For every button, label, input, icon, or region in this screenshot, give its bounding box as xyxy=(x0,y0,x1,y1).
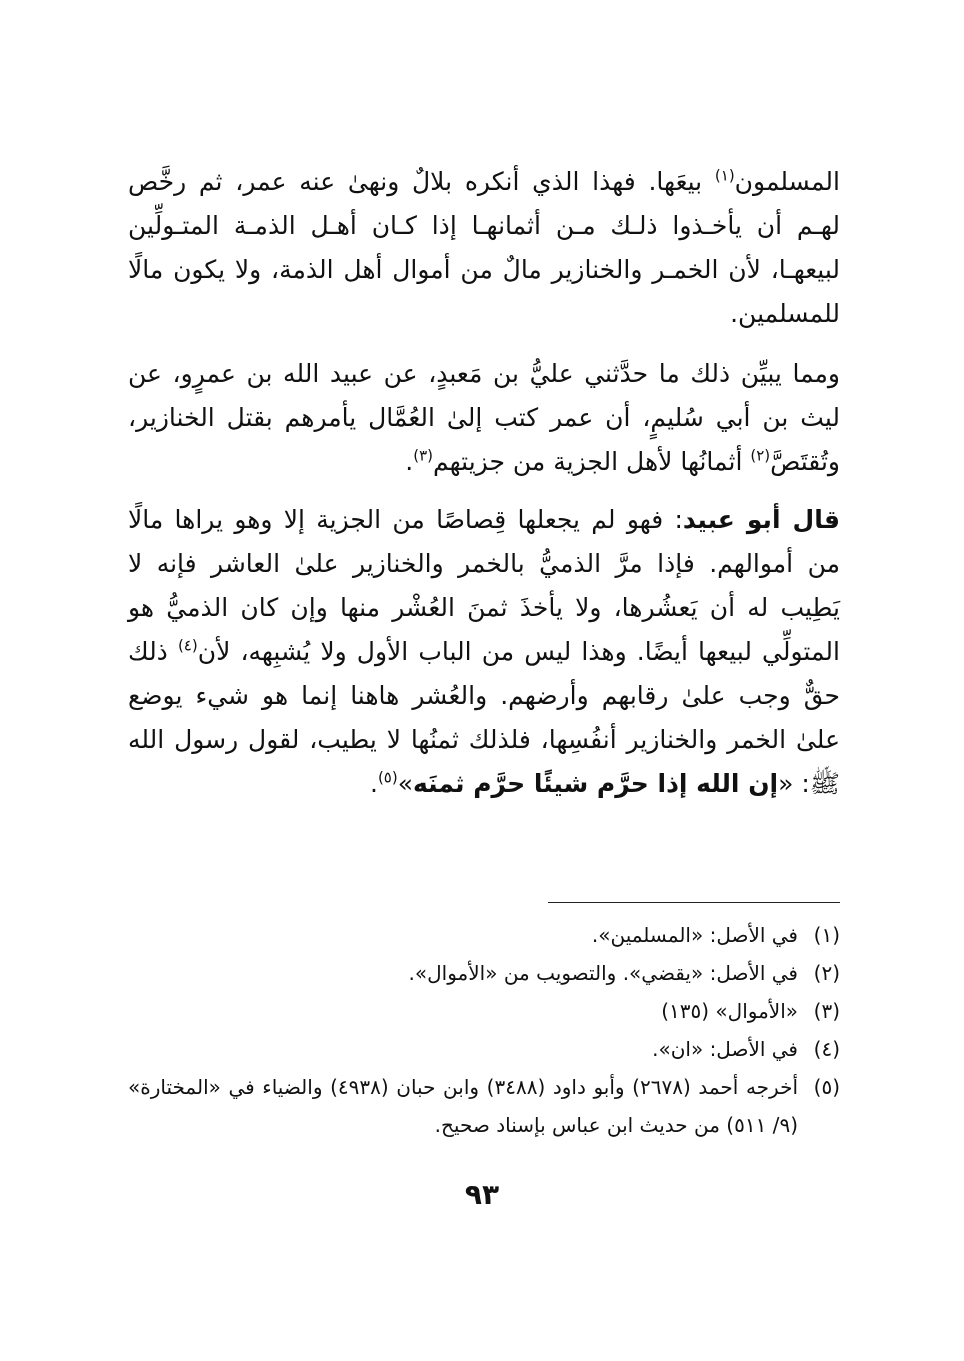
text-run: أثمانُها لأهل الجزية من جزيتهم xyxy=(432,447,751,476)
footnote-ref-2: (٢) xyxy=(750,446,771,465)
text-run: . xyxy=(405,447,414,476)
paragraph-1 xyxy=(128,160,840,336)
footnote-text: في الأصل: «المسلمين». xyxy=(591,923,798,947)
footnote-5 xyxy=(128,1068,840,1144)
footnote-separator xyxy=(548,902,840,903)
footnote-ref-4: (٤) xyxy=(177,636,198,655)
text-run: ذلك حقٌّ وجب علىٰ رقابهم وأرضهم. والعُشر هاهنا إنما هو شيء يوضع علىٰ الخمر والخنازير أنفُسِها، فلذلك ثمنُها لا يطيب، لقول رسول الله ﷺ: « xyxy=(128,637,840,798)
footnote-4 xyxy=(128,1030,840,1068)
text-run: » xyxy=(397,769,414,798)
footnote-text: «الأموال» (١٣٥) xyxy=(661,999,798,1023)
speaker-lead: قال أبو عبيد xyxy=(682,505,840,534)
paragraph-3 xyxy=(128,498,840,806)
footnote-1 xyxy=(128,916,840,954)
footnote-number: (٤) xyxy=(813,1037,840,1061)
footnote-2 xyxy=(128,954,840,992)
footnote-text: في الأصل: «ان». xyxy=(652,1037,798,1061)
footnote-text: أخرجه أحمد (٢٦٧٨) وأبو داود (٣٤٨٨) وابن حبان (٤٩٣٨) والضياء في «المختارة» (٩/ ٥١١) من حديث ابن عباس بإسناد صحيح. xyxy=(128,1075,798,1137)
footnote-number: (٢) xyxy=(813,961,840,985)
footnote-number: (١) xyxy=(813,923,840,947)
page-number: ٩٣ xyxy=(464,1178,500,1211)
footnotes xyxy=(128,916,840,1144)
text-run: : فهو لم يجعلها قِصاصًا من الجزية إلا وهو يراها مالًا من أموالهم. فإذا مرَّ الذميُّ بالخمر والخنازير علىٰ العاشر فإنه لا يَطِيب له أن يَعشُرها، ولا يأخذَ ثمنَ العُشْر منها وإن كان الذميُّ هو المتولِّي لبيعها أيضًا. وهذا ليس من الباب الأول ولا يُشبِهه، لأن xyxy=(128,505,840,666)
footnote-text: في الأصل: «يقضي». والتصويب من «الأموال». xyxy=(408,961,798,985)
text-run: المسلمون xyxy=(734,167,840,196)
footnote-ref-3: (٣) xyxy=(413,446,433,465)
footnote-number: (٥) xyxy=(813,1075,840,1099)
text-run: بيعَها. فهذا الذي أنكره بلالٌ ونهىٰ عنه عمر، ثم رخَّص لهـم أن يأخـذوا ذلـك مـن أثمانهـا إذا كـان أهـل الذمـة المتـولِّين لبيعهـا، لأن الخمـر والخنازير مالٌ من أموال أهل الذمة، ولا يكون مالًا للمسلمين. xyxy=(128,167,840,328)
footnote-ref-5: (٥) xyxy=(377,768,398,787)
footnote-ref-1: (١) xyxy=(714,166,735,185)
main-text xyxy=(128,160,840,822)
footnote-number: (٣) xyxy=(813,999,840,1023)
hadith-quote: إن الله إذا حرَّم شيئًا حرَّم ثمنَه xyxy=(413,769,779,798)
footnote-3 xyxy=(128,992,840,1030)
text-run: ومما يبيِّن ذلك ما حدَّثني عليُّ بن مَعبدٍ، عن عبيد الله بن عمرٍو، عن ليث بن أبي سُليمٍ، أن عمر كتب إلىٰ العُمَّال يأمرهم بقتل الخنازير، وتُقتَصَّ xyxy=(128,359,840,476)
text-run: . xyxy=(369,769,378,798)
paragraph-2 xyxy=(128,352,840,484)
